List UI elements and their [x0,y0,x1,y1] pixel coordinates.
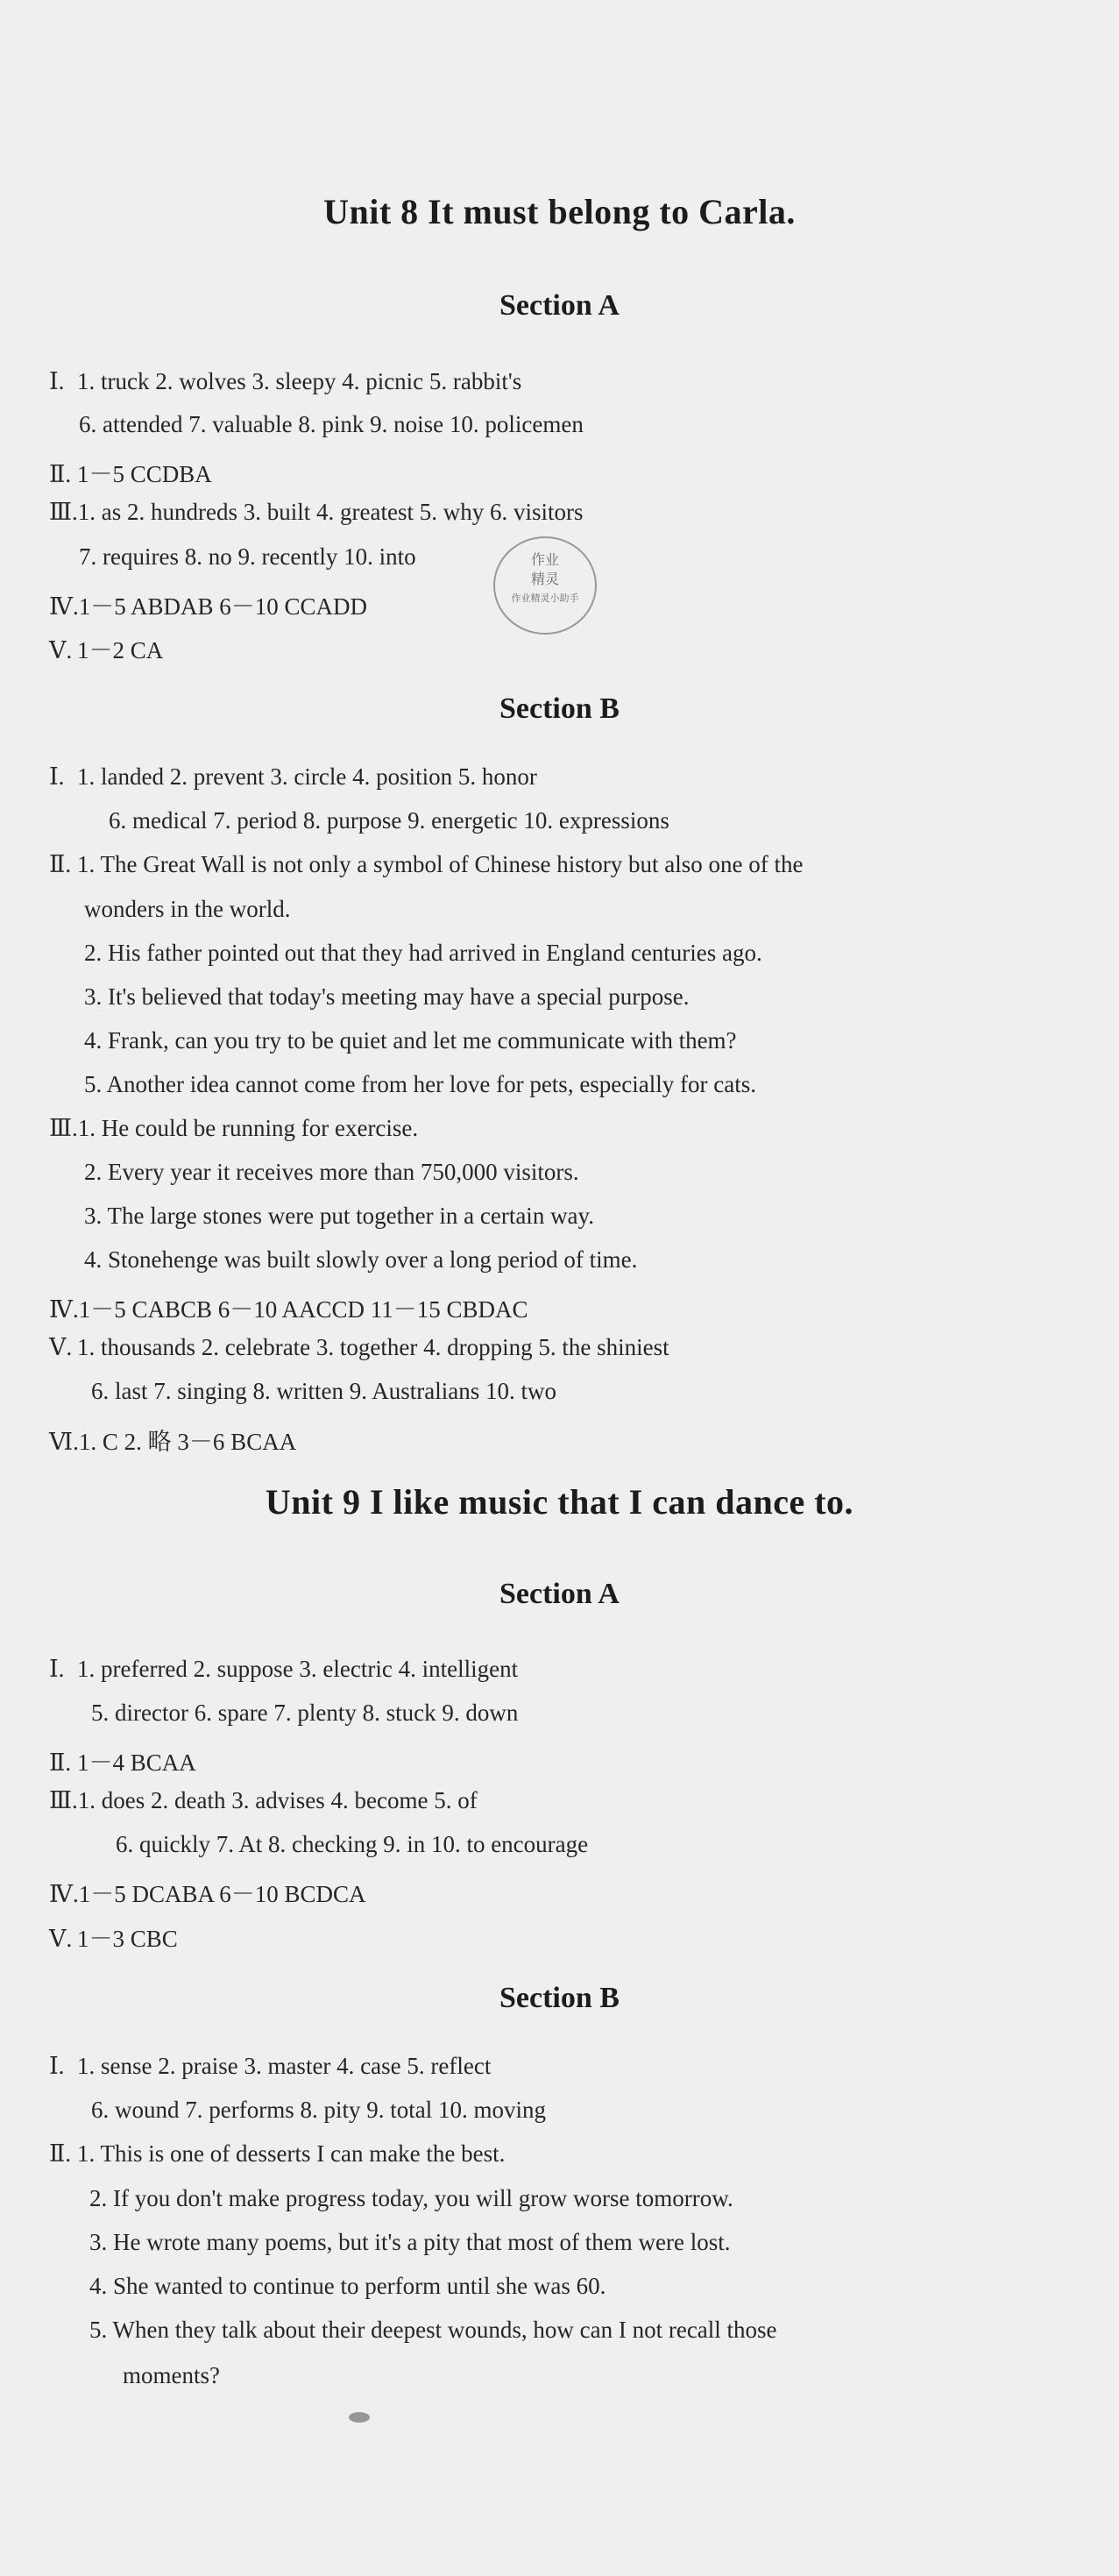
unit8-section-b-title: Section B [499,692,620,725]
answer-line: Ⅰ. 1. landed 2. prevent 3. circle 4. position 5. honor [49,763,537,790]
answer-line: 4. She wanted to continue to perform until she was 60. [89,2273,606,2299]
answer-line: 3. The large stones were put together in a certain way. [84,1203,595,1229]
unit8-title: Unit 8 It must belong to Carla. [323,192,796,231]
answer-line: 2. Every year it receives more than 750,000 visitors. [84,1159,579,1185]
answer-line: 5. When they talk about their deepest wounds, how can I not recall those [89,2317,777,2343]
watermark-stamp: 作业 精灵 作业精灵小助手 [493,536,597,635]
answer-line: 7. requires 8. no 9. recently 10. into [79,543,416,570]
answer-line: 3. He wrote many poems, but it's a pity that most of them were lost. [89,2229,731,2255]
answer-line: Ⅱ. 1. The Great Wall is not only a symbol of Chinese history but also one of the [49,851,804,877]
answer-line: Ⅰ. 1. preferred 2. suppose 3. electric 4. intelligent [49,1656,519,1682]
answer-line: Ⅳ.1－5 DCABA 6－10 BCDCA [49,1881,366,1907]
answer-line: Ⅱ. 1. This is one of desserts I can make the best. [49,2140,506,2167]
answer-line: 6. last 7. singing 8. written 9. Australians 10. two [91,1378,556,1404]
answer-line: 6. wound 7. performs 8. pity 9. total 10. moving [91,2097,546,2123]
unit8-section-a-title: Section A [499,289,620,322]
answer-line: 6. quickly 7. At 8. checking 9. in 10. to encourage [116,1831,589,1857]
answer-line: 4. Frank, can you try to be quiet and let me communicate with them? [84,1027,737,1054]
answer-line: Ⅰ. 1. truck 2. wolves 3. sleepy 4. picnic 5. rabbit's [49,368,522,394]
unit9-section-b-title: Section B [499,1982,620,2014]
answer-line: Ⅱ. 1－4 BCAA [49,1749,196,1776]
answer-line: 2. His father pointed out that they had arrived in England centuries ago. [84,940,762,966]
answer-line: 6. medical 7. period 8. purpose 9. energetic 10. expressions [109,807,669,834]
unit9-title: Unit 9 I like music that I can dance to. [265,1482,854,1522]
answer-line: Ⅰ. 1. sense 2. praise 3. master 4. case 5. reflect [49,2053,492,2079]
answer-line: Ⅳ.1－5 ABDAB 6－10 CCADD [49,593,368,620]
answer-line: 6. attended 7. valuable 8. pink 9. noise 10. policemen [79,411,584,437]
answer-line: Ⅱ. 1－5 CCDBA [49,461,212,487]
ink-smudge [349,2412,370,2423]
answer-line: 4. Stonehenge was built slowly over a long period of time. [84,1246,638,1273]
answer-line: Ⅳ.1－5 CABCB 6－10 AACCD 11－15 CBDAC [49,1296,528,1323]
answer-line: moments? [123,2362,220,2388]
answer-line: wonders in the world. [84,896,291,922]
answer-line: Ⅲ.1. He could be running for exercise. [49,1115,419,1141]
answer-line: 5. Another idea cannot come from her love for pets, especially for cats. [84,1071,756,1097]
answer-line: 5. director 6. spare 7. plenty 8. stuck 9. down [91,1700,519,1726]
answer-line: Ⅵ.1. C 2. 略 3－6 BCAA [49,1429,297,1455]
answer-line: Ⅴ. 1－2 CA [49,637,164,664]
unit9-section-a-title: Section A [499,1578,620,1610]
answer-line: Ⅲ.1. as 2. hundreds 3. built 4. greatest 5. why 6. visitors [49,499,584,525]
answer-line: Ⅴ. 1－3 CBC [49,1926,178,1952]
answer-line: 2. If you don't make progress today, you will grow worse tomorrow. [89,2185,733,2211]
answer-line: Ⅴ. 1. thousands 2. celebrate 3. together 4. dropping 5. the shiniest [49,1334,669,1360]
answer-line: 3. It's believed that today's meeting may have a special purpose. [84,983,690,1010]
answer-line: Ⅲ.1. does 2. death 3. advises 4. become 5. of [49,1787,478,1813]
